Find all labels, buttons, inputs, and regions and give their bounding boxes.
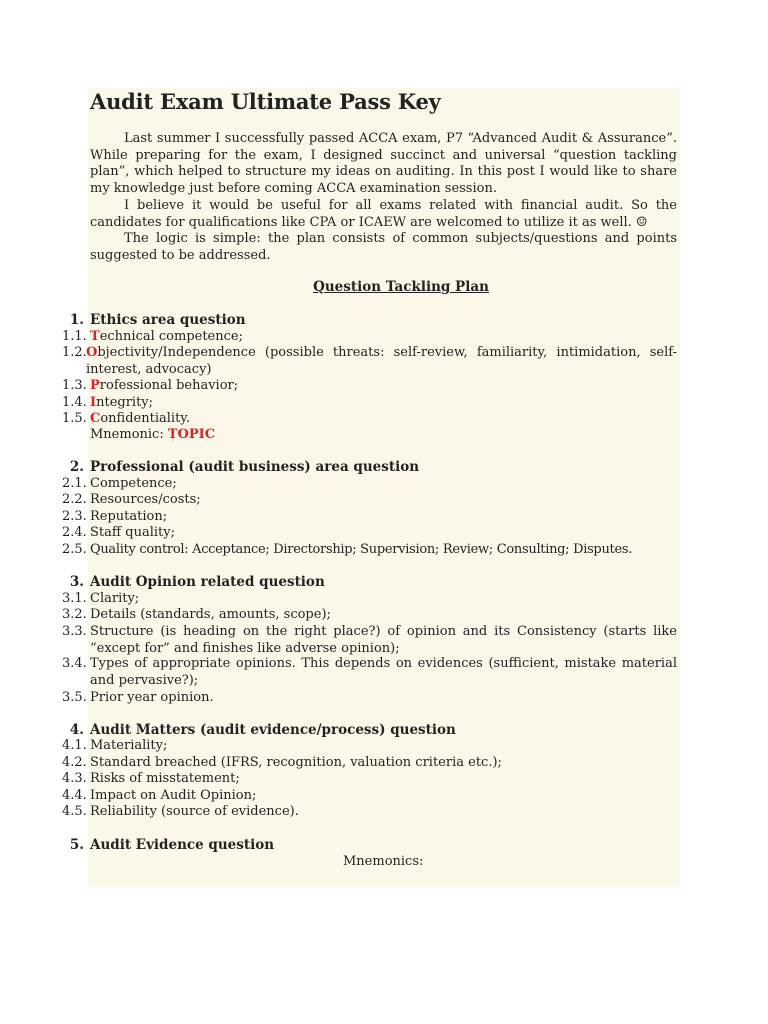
item-text: Resources/costs; xyxy=(90,492,201,507)
item-number: 1.4. xyxy=(62,395,87,410)
section-heading-professional xyxy=(58,459,419,475)
section-heading-opinion xyxy=(58,574,325,590)
mnemonic-initial: O xyxy=(86,345,98,360)
item-text: Quality control: Acceptance; Directorship; Supervision; Review; Consulting; Disputes. xyxy=(90,542,633,557)
mnemonic-initial: I xyxy=(90,395,97,410)
item-text: echnical competence; xyxy=(99,329,243,344)
item-number: 2.5. xyxy=(62,542,87,557)
item-text: Standard breached (IFRS, recognition, valuation criteria etc.); xyxy=(90,755,502,770)
mnemonic-line xyxy=(90,427,215,442)
item-text: Details (standards, amounts, scope); xyxy=(90,607,331,622)
mnemonic-initial: C xyxy=(90,411,101,426)
list-item xyxy=(62,509,677,526)
list-item xyxy=(62,804,677,821)
mnemonics-label: Mnemonics: xyxy=(343,854,424,869)
item-text: Risks of misstatement; xyxy=(90,771,240,786)
list-item xyxy=(62,755,677,772)
item-number: 4.3. xyxy=(62,771,87,786)
section-title: Audit Evidence question xyxy=(90,837,275,853)
item-number: 2.4. xyxy=(62,525,87,540)
section-title: Professional (audit business) area question xyxy=(90,459,420,475)
mnemonic-initial: P xyxy=(90,378,100,393)
plan-heading: Question Tackling Plan xyxy=(313,279,489,295)
section-number: 2. xyxy=(69,459,84,475)
item-text: rofessional behavior; xyxy=(99,378,239,393)
item-number: 2.2. xyxy=(62,492,87,507)
section-title: Ethics area question xyxy=(90,312,246,328)
item-number: 3.1. xyxy=(62,591,87,606)
item-number: 2.1. xyxy=(62,476,87,491)
item-text: Reputation; xyxy=(90,509,168,524)
item-number: 3.5. xyxy=(62,690,87,705)
section-number: 3. xyxy=(69,574,84,590)
item-text: bjectivity/Independence (possible threats: self-review, familiarity, intimidation, self-interest, advocacy) xyxy=(86,345,677,377)
list-item xyxy=(62,771,677,788)
list-item xyxy=(62,690,677,707)
item-number: 4.5. xyxy=(62,804,87,819)
list-item xyxy=(62,476,677,493)
item-text: Types of appropriate opinions. This depends on evidences (sufficient, mistake material and pervasive?); xyxy=(90,656,677,688)
item-number: 4.2. xyxy=(62,755,87,770)
mnemonic-initial: T xyxy=(90,329,100,344)
section-number: 4. xyxy=(69,722,84,738)
list-item xyxy=(62,492,677,509)
item-number: 1.3. xyxy=(62,378,87,393)
item-number: 4.4. xyxy=(62,788,87,803)
list-item xyxy=(62,738,677,755)
item-text: Prior year opinion. xyxy=(90,690,214,705)
item-number: 2.3. xyxy=(62,509,87,524)
list-item xyxy=(62,345,677,378)
list-item xyxy=(62,329,677,346)
list-item xyxy=(62,525,677,542)
item-number: 3.4. xyxy=(62,656,87,671)
section-number: 5. xyxy=(69,837,84,853)
list-item xyxy=(62,607,677,624)
item-text: Reliability (source of evidence). xyxy=(90,804,299,819)
item-text: Competence; xyxy=(90,476,177,491)
item-text: Staff quality; xyxy=(90,525,175,540)
item-number: 1.1. xyxy=(62,329,87,344)
section-title: Audit Opinion related question xyxy=(90,574,325,590)
intro-paragraph-1: Last summer I successfully passed ACCA exam, P7 “Advanced Audit & Assurance”. While preparing for the exam, I designed succinct and universal “question tackling plan”, which helped to structure my ideas on auditing. In this post I would like to share my knowledge just before coming ACCA examination session. xyxy=(90,131,677,196)
list-item xyxy=(62,624,677,657)
mnemonic-value: TOPIC xyxy=(167,427,216,442)
item-text: Structure (is heading on the right place?) of opinion and its Consistency (starts like “except for” and finishes like adverse opinion); xyxy=(90,624,677,656)
item-number: 4.1. xyxy=(62,738,87,753)
section-heading-evidence xyxy=(58,837,274,853)
mnemonic-label: Mnemonic: xyxy=(90,427,164,442)
intro-paragraph-3: The logic is simple: the plan consists of common subjects/questions and points suggested to be addressed. xyxy=(90,231,677,263)
list-item xyxy=(62,378,677,395)
item-text: ntegrity; xyxy=(96,395,154,410)
section-heading-ethics xyxy=(58,312,246,328)
section-title: Audit Matters (audit evidence/process) question xyxy=(90,722,456,738)
item-text: Materiality; xyxy=(90,738,168,753)
item-number: 3.3. xyxy=(62,624,87,639)
list-item xyxy=(62,542,677,559)
list-item xyxy=(62,395,677,412)
item-number: 3.2. xyxy=(62,607,87,622)
document-title: Audit Exam Ultimate Pass Key xyxy=(90,89,441,114)
list-item xyxy=(62,788,677,805)
item-number: 1.5. xyxy=(62,411,87,426)
item-text: Impact on Audit Opinion; xyxy=(90,788,257,803)
list-item xyxy=(62,411,677,428)
list-item xyxy=(62,591,677,608)
section-number: 1. xyxy=(69,312,84,328)
section-heading-matters xyxy=(58,722,456,738)
list-item xyxy=(62,656,677,689)
item-text: Clarity; xyxy=(90,591,140,606)
intro-paragraph-2: I believe it would be useful for all exams related with financial audit. So the candidates for qualifications like CPA or ICAEW are welcomed to utilize it as well. ☺ xyxy=(90,198,677,230)
item-text: onfidentiality. xyxy=(100,411,191,426)
item-number: 1.2. xyxy=(62,345,87,360)
